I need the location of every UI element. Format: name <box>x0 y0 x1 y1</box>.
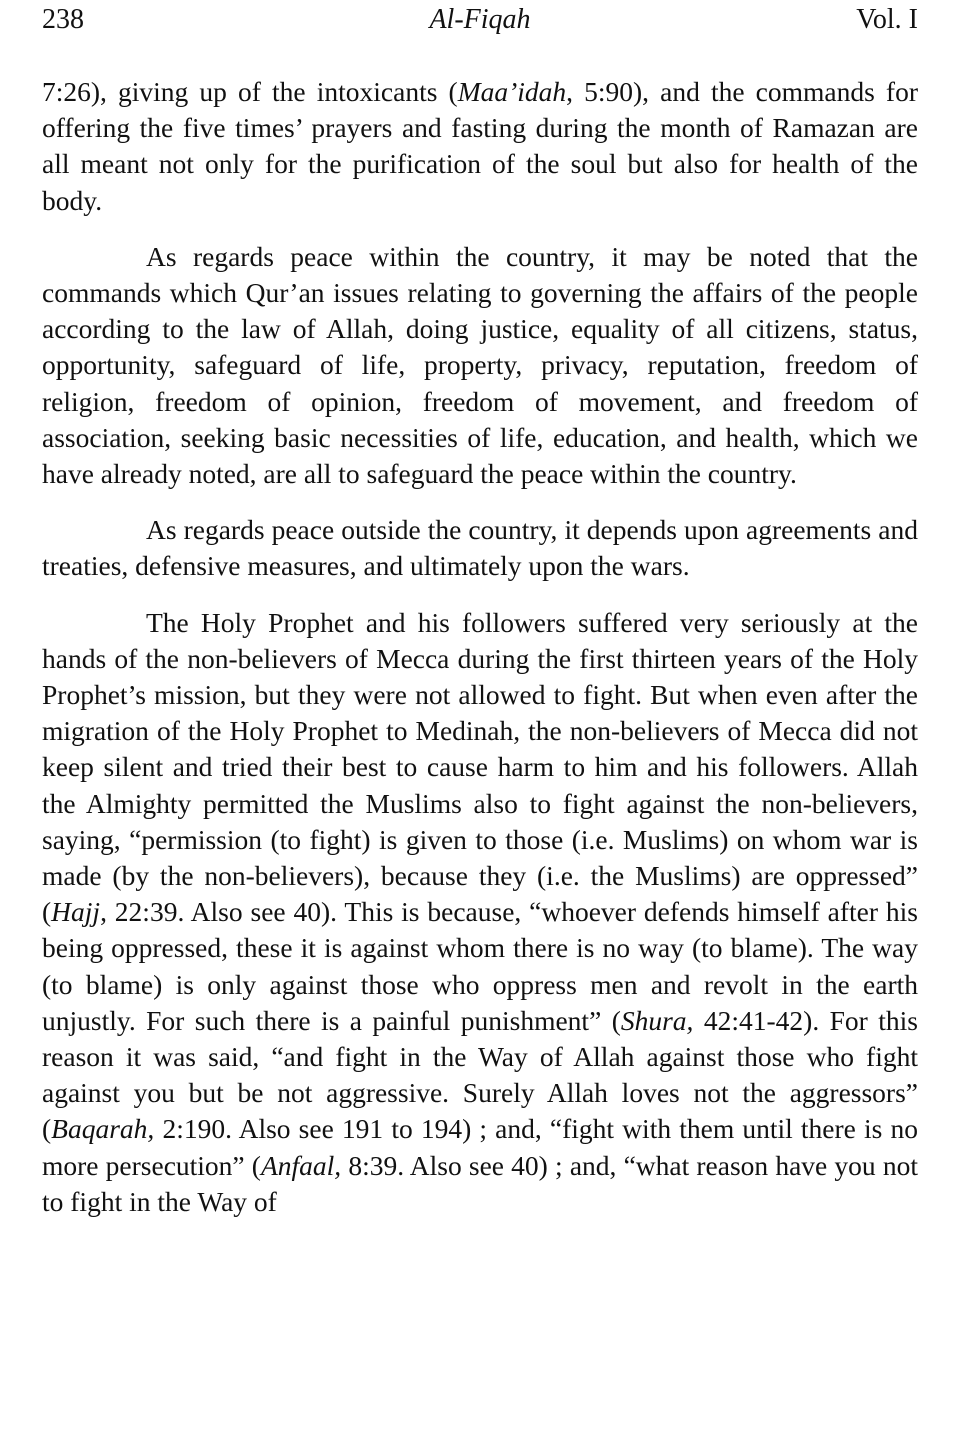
text-segment: 8:39. Also see 40) ; and, “what reason have you not to fight in the Way of <box>42 1149 918 1217</box>
paragraph-3 <box>42 512 918 584</box>
paragraph-2 <box>42 239 918 492</box>
text-segment: As regards peace outside the country, it depends upon agreements and treaties, defensive measures, and ultimately upon the wars. <box>42 514 918 582</box>
text-segment: 7:26), giving up of the intoxicants ( <box>42 76 458 107</box>
running-header <box>42 0 918 40</box>
text-segment: As regards peace within the country, it may be noted that the commands which Qur’an issues relating to governing the affairs of the people according to the law of Allah, doing justice, equality of all citizens, status, opportunity, safeguard of life, property, privacy, reputation, freedom of religion, freedom of opinion, freedom of movement, and freedom of association, seeking basic necessities of life, education, and health, which we have already noted, are all to safeguard the peace within the country. <box>42 240 918 490</box>
text-segment: 42:41-42). For this reason it was said, “and fight in the Way of Allah against those who fight against you but be not aggressive. Surely Allah loves not the aggressors” ( <box>42 1004 918 1145</box>
citation-source: Maa’idah <box>457 76 567 107</box>
citation-source: Baqarah, <box>51 1113 155 1145</box>
paragraph-1 <box>42 74 918 219</box>
citation-source: Shura, <box>620 1004 694 1036</box>
volume-label: Vol. I <box>856 4 918 35</box>
text-segment: The Holy Prophet and his followers suffered very seriously at the hands of the non-believers of Mecca during the first thirteen years of the Holy Prophet’s mission, but they were not allowed to fight. But when even after the migration of the Holy Prophet to Medinah, the non-believers of Mecca did not keep silent and tried their best to cause harm to him and his followers. Allah the Almighty permitted the Muslims also to fight against the non-believers, saying, “permission (to fight) is given to those (i.e. Muslims) on whom war is made (by the non-believers), because they (i.e. the Muslims) are oppressed” ( <box>42 606 918 928</box>
book-title: Al-Fiqah <box>429 4 531 35</box>
citation-source: Anfaal, <box>260 1149 342 1181</box>
page-number: 238 <box>42 4 84 35</box>
text-segment: , 22:39. Also see 40). This is because, “whoever defends himself after his being oppressed, these it is against whom there is no way (to blame). The way (to blame) is only against those who oppress men and revolt in the earth unjustly. For such there is a painful punishment” ( <box>42 896 918 1036</box>
text-segment: 2:190. Also see 191 to 194) ; and, “fight with them until there is no more persecution” ( <box>42 1113 918 1181</box>
paragraph-4 <box>42 605 918 1220</box>
citation-source: Hajj <box>51 896 101 928</box>
text-segment: , 5:90), and the commands for offering the five times’ prayers and fasting during the month of Ramazan are all meant not only for the purification of the soul but also for health of the body. <box>42 76 918 216</box>
page-body <box>42 74 918 1240</box>
